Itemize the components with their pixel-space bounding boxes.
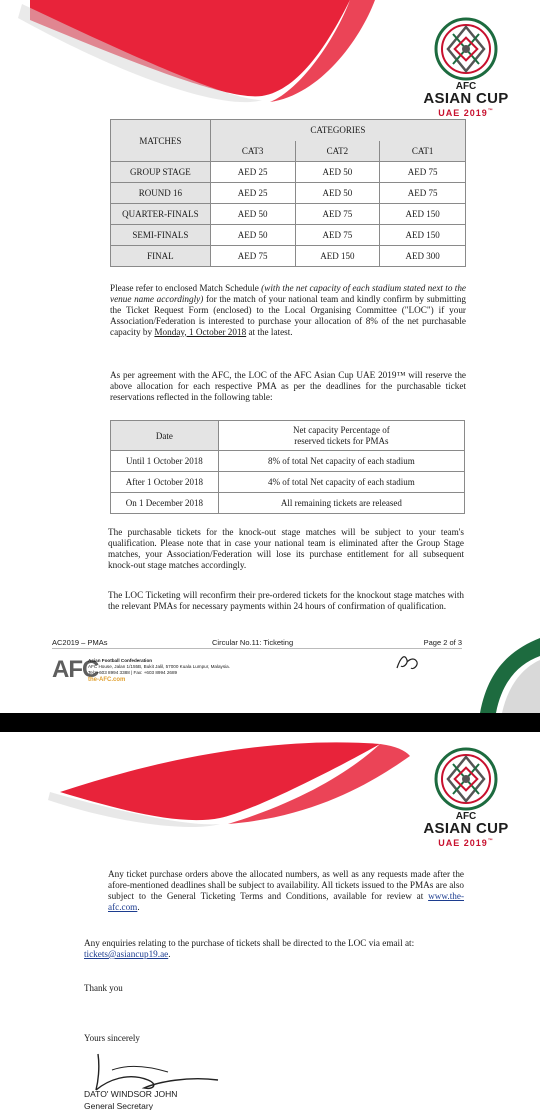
paragraph-enquiries	[84, 938, 469, 960]
logo-uae-trademark: ™	[487, 108, 494, 114]
loc-email-link[interactable]: tickets@asiancup19.ae	[84, 948, 169, 959]
logo-uae-label: UAE 2019	[438, 108, 488, 118]
price-cell: AED 50	[210, 225, 295, 246]
afc-footer-name: Asian Football Confederation	[88, 658, 153, 663]
cat1-header: CAT1	[380, 141, 466, 162]
logo-afc-text: AFC	[455, 811, 477, 822]
price-cell: AED 75	[210, 246, 295, 267]
p2-para1-end: .	[137, 901, 140, 912]
enquiries-text: Any enquiries relating to the purchase of tickets shall be directed to the LOC via email at:	[84, 938, 415, 948]
afc-website-link[interactable]: www.the-afc.com	[108, 890, 464, 912]
footer-rule	[52, 648, 462, 649]
price-cell: AED 75	[295, 204, 380, 225]
deadline-date: Monday, 1 October 2018	[154, 326, 247, 337]
logo-uae-trademark: ™	[487, 838, 494, 844]
afc-footer-details	[88, 658, 388, 683]
table-row	[111, 225, 466, 246]
signatory-name: DATO' WINDSOR JOHN	[84, 1089, 178, 1099]
para1-text-a: Please refer to enclosed Match Schedule	[110, 283, 262, 293]
table-row	[111, 246, 466, 267]
green-swoosh	[470, 630, 540, 713]
table-row	[111, 451, 465, 472]
logo-afc-text: AFC	[455, 81, 477, 92]
p2-para1-text: Any ticket purchase orders above the allocated numbers, as well as any requests made after the afore-mentioned deadlines shall be subject to availability. All tickets issued to the PMAs are also subject to the General Ticketing Terms and Conditions, available for review at	[108, 869, 464, 901]
paragraph-knockout: The purchasable tickets for the knock-out stage matches will be subject to your team's qualification. Please note that in case your national team is eliminated after the Group Stage matches, your Association/Federation will lose its purchase entitlement for all subsequent knock-out stage matches accordingly.	[108, 527, 464, 570]
match-cell: FINAL	[111, 246, 211, 267]
logo-uae-text	[420, 836, 512, 848]
table-row	[111, 183, 466, 204]
logo-asian-cup-text: ASIAN CUP	[423, 820, 509, 837]
cat3-header: CAT3	[210, 141, 295, 162]
date-cell: After 1 October 2018	[111, 472, 219, 493]
price-cell: AED 50	[295, 183, 380, 204]
paragraph-agreement: As per agreement with the AFC, the LOC of the AFC Asian Cup UAE 2019™ will reserve the above allocation for each respective PMA as per the deadlines for the purchasable ticket reservations reflected in the following table:	[110, 370, 466, 402]
letter-page-3	[0, 732, 540, 1110]
capacity-cell: 4% of total Net capacity of each stadium	[218, 472, 464, 493]
afc-asian-cup-logo	[420, 746, 512, 848]
para1-italic: (with the net capacity of each stadium stated next to the venue name accordingly)	[110, 283, 466, 304]
logo-asian-cup-text: ASIAN CUP	[423, 90, 509, 107]
logo-uae-label: UAE 2019	[438, 838, 488, 848]
capacity-header-line-1: Net capacity Percentage of	[293, 424, 390, 435]
date-cell: Until 1 October 2018	[111, 451, 219, 472]
categories-header: CATEGORIES	[210, 120, 465, 141]
table-row	[111, 162, 466, 183]
initials-signature	[393, 650, 423, 674]
signature	[88, 1050, 228, 1094]
match-cell: SEMI-FINALS	[111, 225, 211, 246]
price-cell: AED 25	[210, 183, 295, 204]
match-cell: GROUP STAGE	[111, 162, 211, 183]
capacity-header	[218, 421, 464, 451]
para1-text-c: at the latest.	[246, 326, 293, 337]
cat2-header: CAT2	[295, 141, 380, 162]
emblem-icon	[433, 746, 499, 812]
matches-header: MATCHES	[111, 120, 211, 162]
paragraph-match-schedule	[110, 283, 466, 338]
paragraph-reconfirm: The LOC Ticketing will reconfirm their pre-ordered tickets for the knockout stage matches with the relevant PMAs for necessary payments within 24 hours of confirmation of qualification.	[108, 590, 464, 611]
price-cell: AED 50	[295, 162, 380, 183]
price-cell: AED 75	[380, 183, 466, 204]
afc-footer-tel: Tel: +603 8994 3388 | Fax: +603 8994 2689	[88, 670, 178, 676]
deadlines-table	[110, 420, 465, 514]
footer-doc-ref: AC2019 – PMAs	[52, 638, 108, 647]
afc-asian-cup-logo	[420, 16, 512, 118]
signatory-title: General Secretary	[84, 1101, 153, 1110]
price-cell: AED 75	[295, 225, 380, 246]
price-cell: AED 50	[210, 204, 295, 225]
closing: Yours sincerely	[84, 1033, 140, 1043]
table-row	[111, 204, 466, 225]
ticket-prices-table	[110, 119, 466, 267]
capacity-header-line-2: reserved tickets for PMAs	[294, 435, 389, 446]
price-cell: AED 150	[380, 204, 466, 225]
enquiries-end: .	[168, 948, 171, 959]
emblem-icon	[433, 16, 499, 82]
afc-footer-address: AFC House, Jalan 1/155B, Bukit Jalil, 57000 Kuala Lumpur, Malaysia.	[88, 664, 230, 670]
footer-page-number: Page 2 of 3	[423, 638, 462, 647]
price-cell: AED 75	[380, 162, 466, 183]
footer-circular: Circular No.11: Ticketing	[212, 638, 294, 647]
match-cell: ROUND 16	[111, 183, 211, 204]
paragraph-over-allocation	[108, 869, 464, 913]
thank-you: Thank you	[84, 983, 123, 993]
logo-uae-text	[420, 106, 512, 118]
date-header: Date	[111, 421, 219, 451]
price-cell: AED 300	[380, 246, 466, 267]
afc-footer-logo: AFC	[52, 656, 99, 683]
afc-footer-web: the-AFC.com	[88, 676, 126, 683]
table-row	[111, 493, 465, 514]
table-row	[111, 472, 465, 493]
match-cell: QUARTER-FINALS	[111, 204, 211, 225]
price-cell: AED 150	[380, 225, 466, 246]
date-cell: On 1 December 2018	[111, 493, 219, 514]
capacity-cell: 8% of total Net capacity of each stadium	[218, 451, 464, 472]
price-cell: AED 150	[295, 246, 380, 267]
price-cell: AED 25	[210, 162, 295, 183]
para1-text-b: for the match of your national team and kindly confirm by submitting the Ticket Request Form (enclosed) to the Local Organising Committee ("LOC") if your Association/Federation is interested to purchase your allocation of 8% of the net purchasable capacity by	[110, 293, 466, 337]
capacity-cell: All remaining tickets are released	[218, 493, 464, 514]
